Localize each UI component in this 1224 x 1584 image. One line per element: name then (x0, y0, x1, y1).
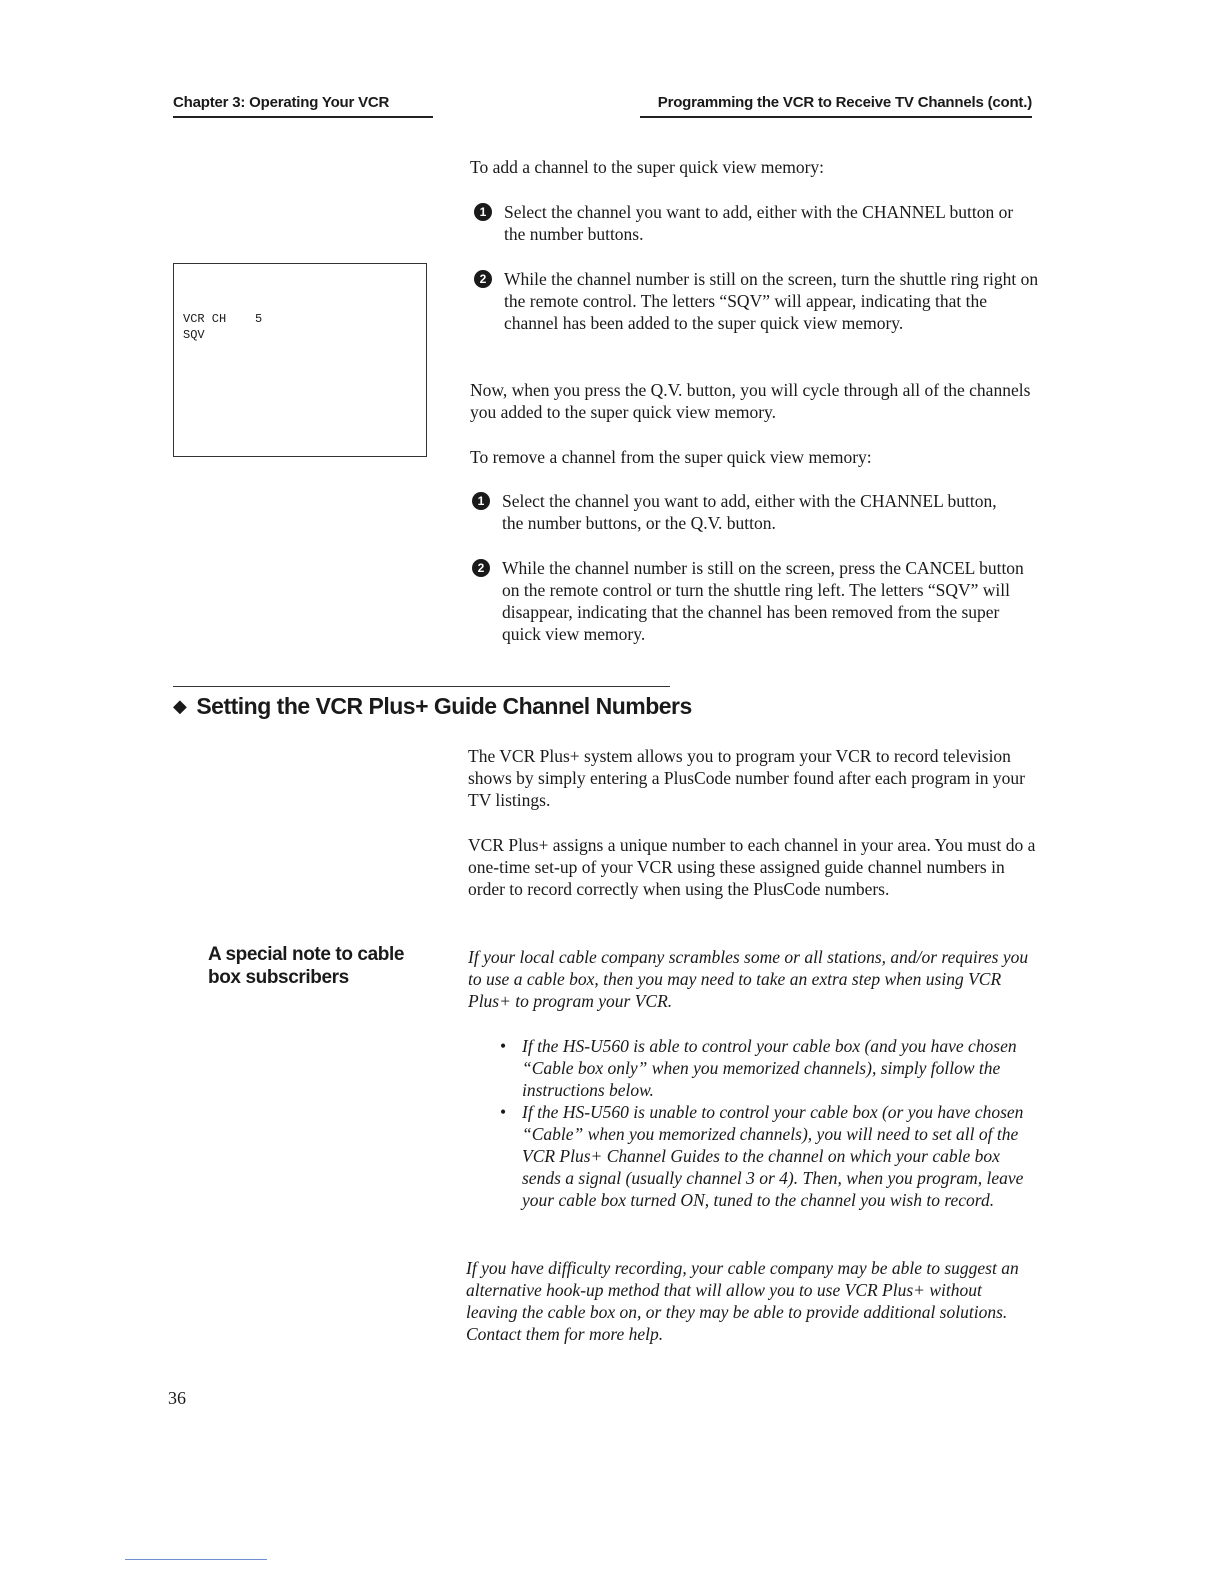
cable-bullet-list (500, 1035, 1040, 1211)
section-header: Programming the VCR to Receive TV Channels (cont.) (640, 94, 1032, 118)
screen-sqv-line: SQV (183, 328, 205, 342)
closing-note: If you have difficulty recording, your cable company may be able to suggest an alternative hook-up method that will allow you to use VCR Plus+ without leaving the cable box on, or they may be able to provide additional solutions. Contact them for more help. (466, 1258, 1019, 1344)
cable-note-heading: A special note to cable box subscribers (208, 944, 404, 988)
plus-para-2: VCR Plus+ assigns a unique number to each channel in your area. You must do a one-time set-up of your VCR using these assigned guide channel numbers in order to record correctly when using the PlusCode numbers. (468, 835, 1036, 899)
list-item: • If the HS-U560 is able to control your cable box (and you have chosen “Cable box only” when you memorized channels), simply follow the instructions below. (500, 1035, 1040, 1101)
section-title-text: Setting the VCR Plus+ Guide Channel Numbers (196, 693, 692, 719)
footer-divider (125, 1559, 267, 1560)
page-number: 36 (168, 1388, 186, 1408)
add-intro: To add a channel to the super quick view memory: (470, 157, 825, 177)
list-item: • If the HS-U560 is unable to control your cable box (or you have chosen “Cable” when you memorized channels), you will need to set all of the VCR Plus+ Channel Guides to the channel on which your cable box sends a signal (usually channel 3 or 4). Then, when you program, leave your cable box turned ON, tuned to the channel you wish to record. (500, 1101, 1040, 1211)
diamond-bullet-icon: ◆ (173, 696, 187, 716)
remove-step-2: While the channel number is still on the screen, press the CANCEL button on the remote control or turn the shuttle ring left. The letters “SQV” will disappear, indicating that the channel has been removed from the super quick view memory. (502, 558, 1024, 644)
section-divider (173, 686, 670, 687)
add-step-2: While the channel number is still on the screen, turn the shuttle ring right on the remote control. The letters “SQV” will appear, indicating that the channel has been added to the super quick view memory. (504, 269, 1039, 333)
remove-step-1: Select the channel you want to add, either with the CHANNEL button, the number buttons, or the Q.V. button. (502, 491, 997, 533)
screen-channel-line: VCR CH 5 (183, 312, 263, 326)
step-number-icon: 2 (472, 559, 490, 577)
chapter-header: Chapter 3: Operating Your VCR (173, 94, 433, 118)
tv-screen-illustration (173, 263, 427, 457)
section-title (173, 693, 692, 720)
cable-note-text: If your local cable company scrambles some or all stations, and/or requires you to use a cable box, then you may need to take an extra step when using VCR Plus+ to program your VCR. (468, 947, 1029, 1011)
plus-para-1: The VCR Plus+ system allows you to program your VCR to record television shows by simply entering a PlusCode number found after each program in your TV listings. (468, 746, 1025, 810)
add-step-1: Select the channel you want to add, either with the CHANNEL button or the number buttons. (504, 202, 1014, 244)
step-number-icon: 1 (474, 203, 492, 221)
step-number-icon: 1 (472, 492, 490, 510)
add-after-note: Now, when you press the Q.V. button, you will cycle through all of the channels you added to the super quick view memory. (470, 380, 1031, 422)
step-number-icon: 2 (474, 270, 492, 288)
remove-intro: To remove a channel from the super quick view memory: (470, 447, 872, 467)
